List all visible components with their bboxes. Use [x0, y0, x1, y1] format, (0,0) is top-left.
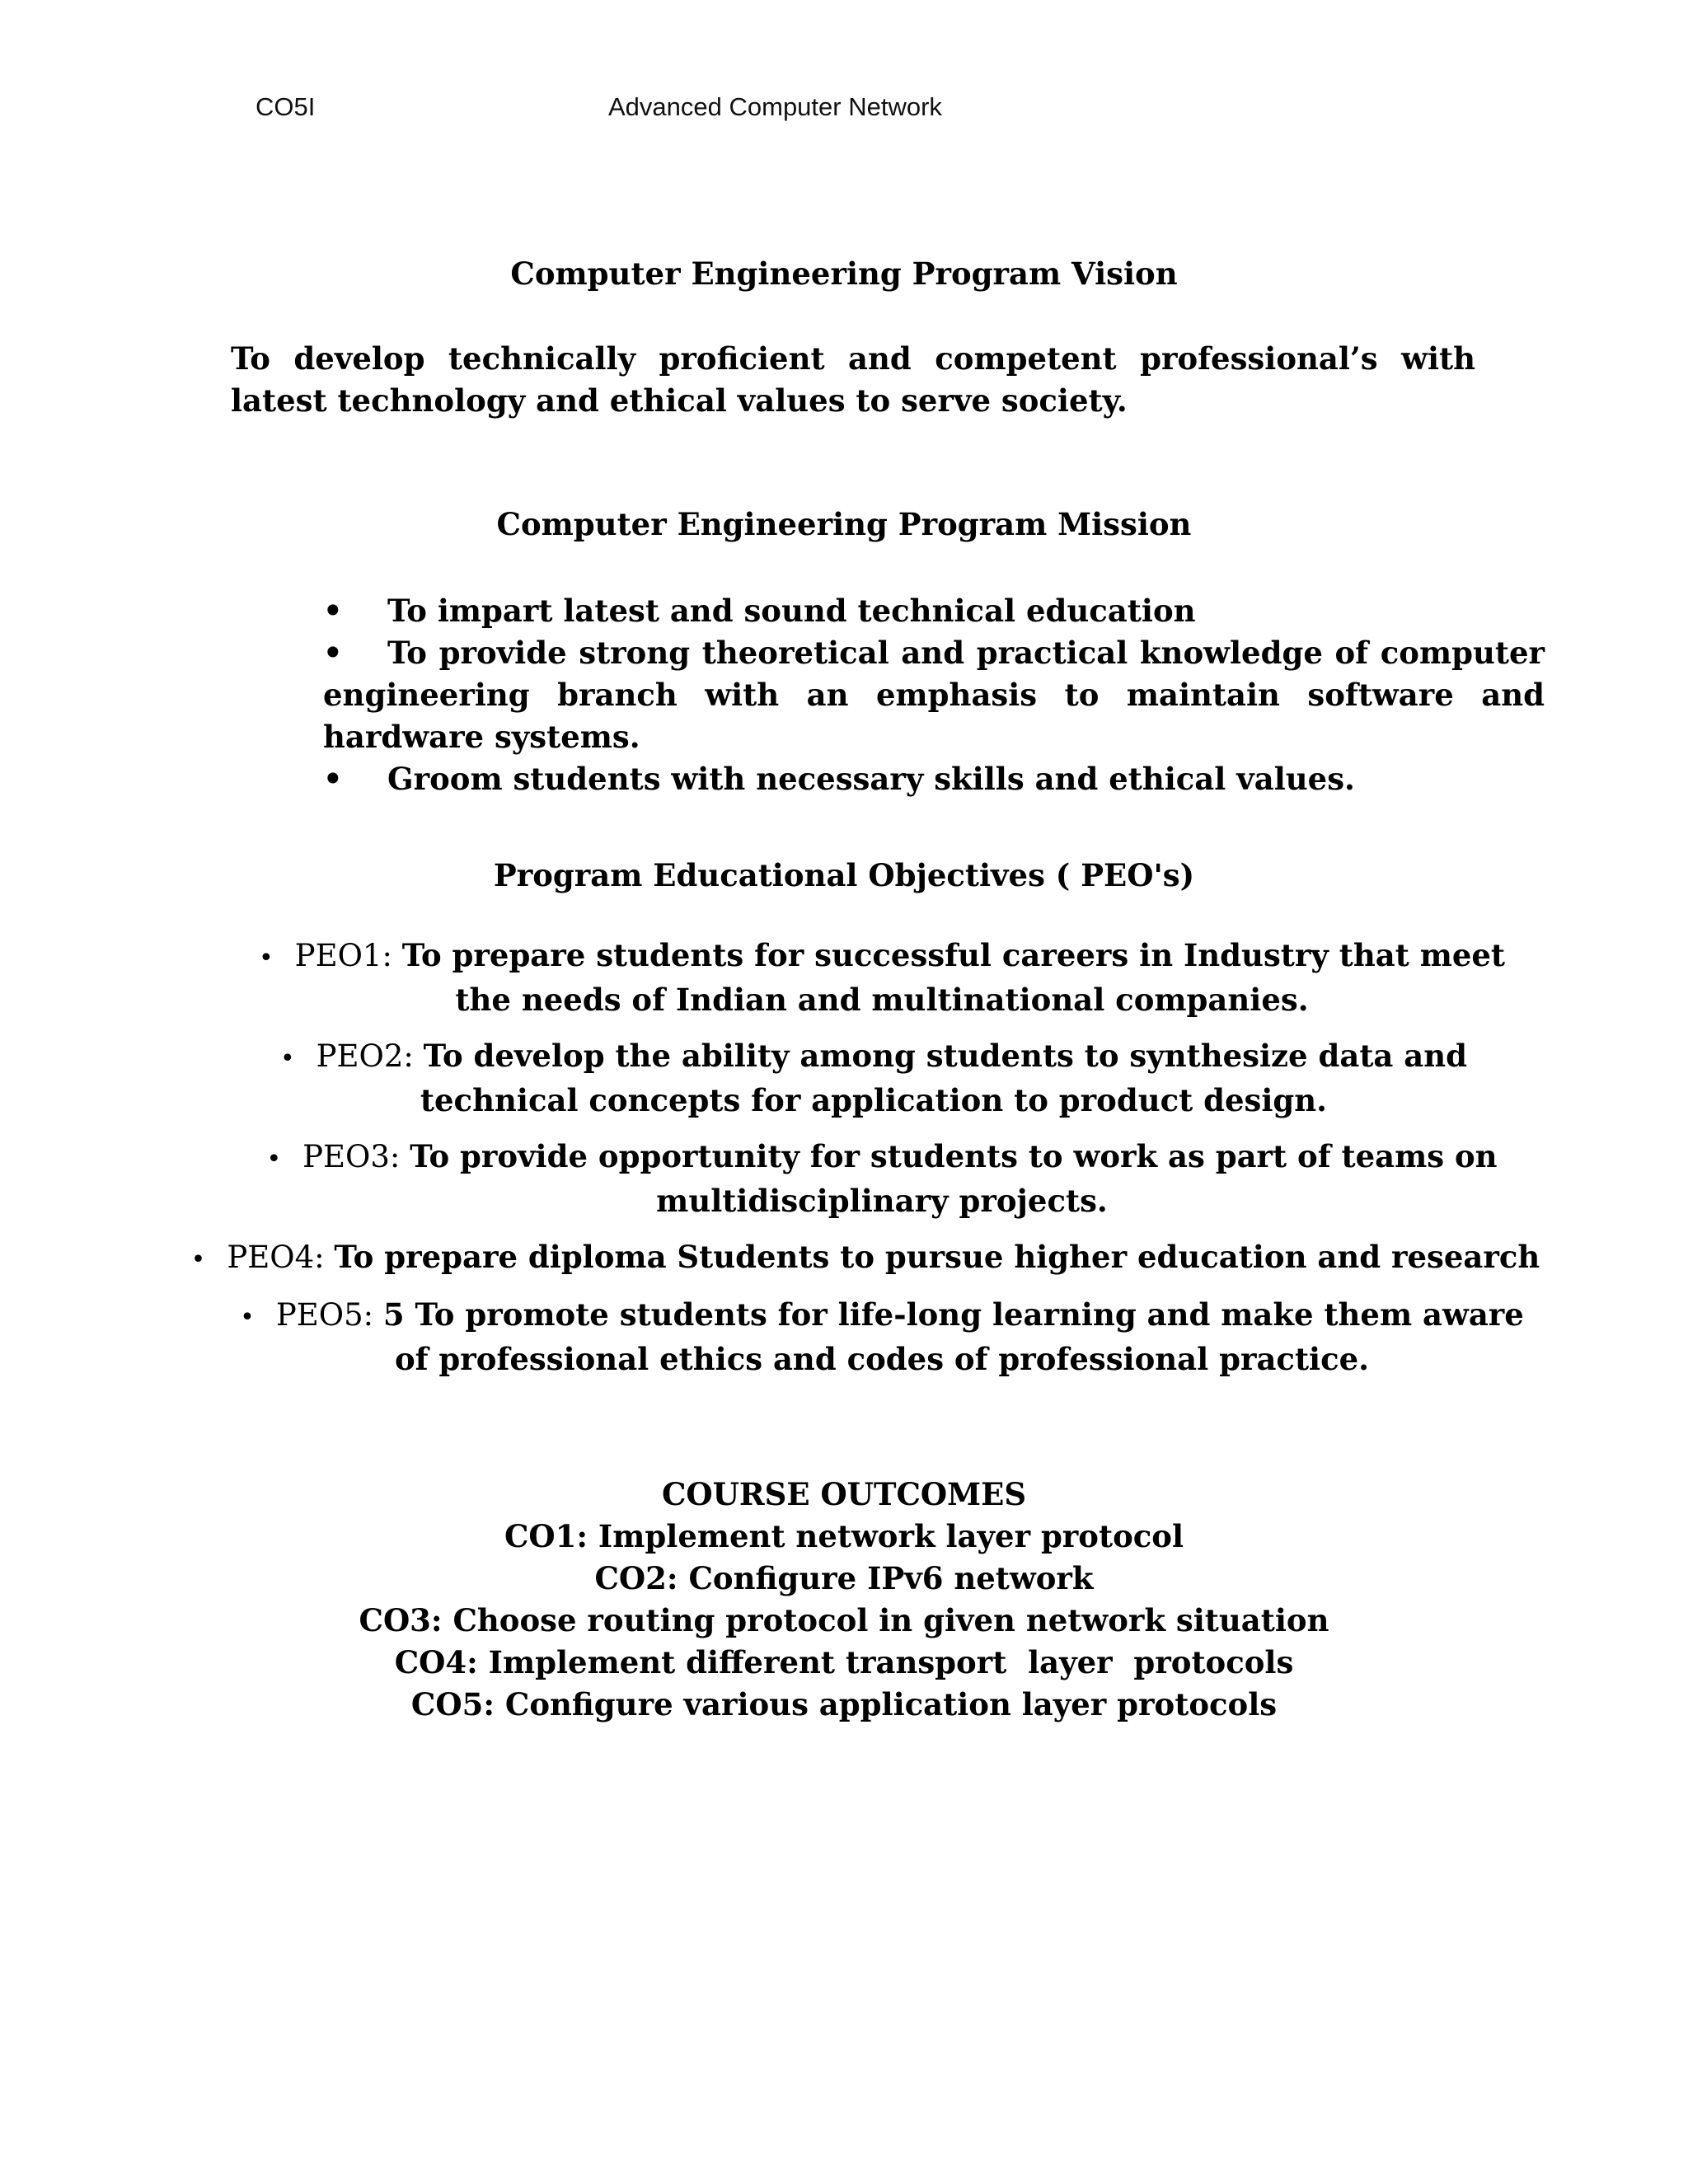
peo-text: To prepare students for successful careers in Industry that meet the needs of Indian and multinational companies. [401, 937, 1506, 1018]
bullet: • [240, 1303, 255, 1332]
course-outcome-item: CO4: Implement different transport layer protocols [394, 1644, 1294, 1680]
course-outcome-item: CO3: Choose routing protocol in given network situation [359, 1602, 1329, 1638]
vision-title: Computer Engineering Program Vision [510, 255, 1178, 292]
course-outcome-item: CO1: Implement network layer protocol [504, 1518, 1184, 1554]
bullet: • [323, 635, 343, 671]
vision-text: To develop technically proficient and competent professional’s with latest technology and ethical values to serve society. [231, 340, 1475, 419]
bullet: • [279, 1044, 295, 1073]
course-outcome-item: CO2: Configure IPv6 network [594, 1560, 1094, 1596]
peo-text: To prepare diploma Students to pursue higher education and research [334, 1239, 1540, 1275]
peo-item-5 [223, 1294, 1541, 1380]
course-outcomes [0, 1474, 1688, 1726]
peo-item-3 [264, 1136, 1500, 1222]
peo-label: PEO5: [275, 1297, 374, 1333]
bullet: • [258, 944, 274, 972]
bullet: • [266, 1145, 282, 1174]
subject-title: Advanced Computer Network [608, 92, 942, 121]
mission-item: • Groom students with necessary skills and ethical values. [323, 758, 1545, 800]
course-outcomes-title: COURSE OUTCOMES [661, 1476, 1027, 1512]
peo-label: PEO3: [302, 1139, 401, 1174]
peo-text: 5 To promote students for life-long learning and make them aware of professional ethics and codes of professional practice. [382, 1296, 1524, 1377]
course-outcome-item: CO5: Configure various application layer protocols [410, 1686, 1278, 1722]
mission-item: • To provide strong theoretical and practical knowledge of computer engineering branch with an emphasis to maintain software and hardware systems. [323, 632, 1545, 758]
peo-item-1 [231, 935, 1533, 1021]
peo-text: To develop the ability among students to synthesize data and technical concepts for application to product design. [420, 1038, 1468, 1118]
peo-item-4 [132, 1236, 1599, 1281]
peo-label: PEO2: [316, 1038, 414, 1074]
bullet: • [190, 1245, 206, 1274]
mission-list [323, 590, 1545, 800]
mission-title: Computer Engineering Program Mission [496, 506, 1192, 542]
peo-label: PEO4: [227, 1240, 325, 1275]
bullet: • [323, 761, 343, 797]
peo-item-2 [198, 1035, 1550, 1122]
bullet: • [323, 593, 343, 629]
peo-label: PEO1: [294, 938, 392, 973]
peo-title: Program Educational Objectives ( PEO's) [493, 857, 1195, 893]
mission-item: • To impart latest and sound technical education [323, 590, 1545, 632]
peo-text: To provide opportunity for students to work as part of teams on multidisciplinary projects. [410, 1138, 1498, 1219]
course-code: CO5I [256, 92, 316, 121]
